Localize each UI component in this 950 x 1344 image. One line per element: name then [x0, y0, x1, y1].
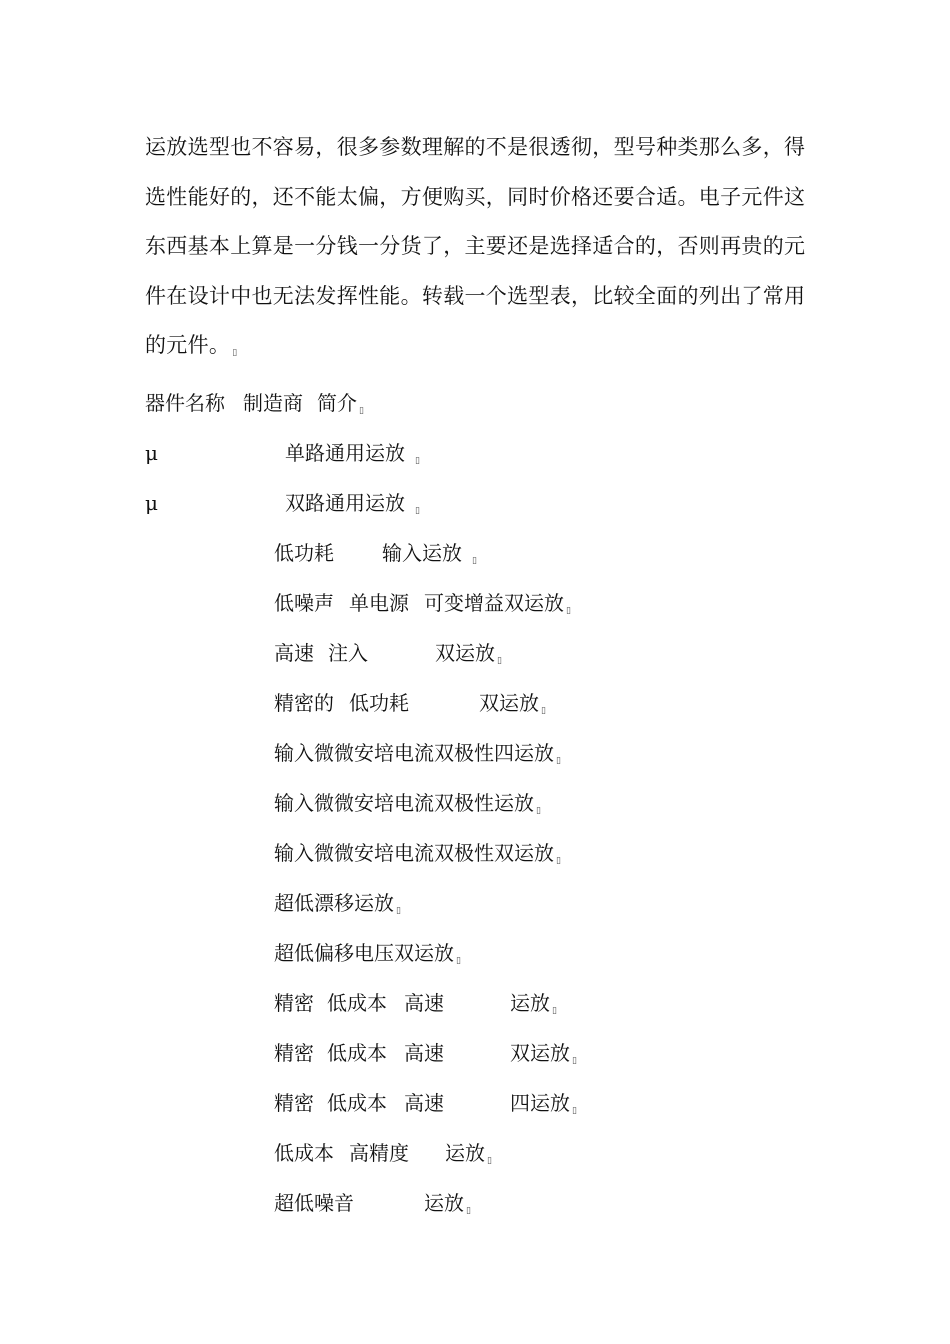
- paragraph-mark: ▯: [556, 856, 561, 866]
- description-part: 输入微微安培电流双极性双运放 ▯: [274, 841, 561, 866]
- paragraph-mark: ▯: [556, 756, 561, 766]
- device-description: 双路通用运放 ▯: [285, 491, 420, 516]
- paragraph-mark: ▯: [541, 706, 546, 716]
- paragraph-mark: ▯: [232, 348, 238, 358]
- description-part: 精密: [274, 1091, 314, 1115]
- paragraph-mark: ▯: [415, 456, 420, 466]
- description-part: 高精度: [349, 1141, 409, 1165]
- description-part: 低成本: [327, 991, 387, 1015]
- description-part: 高速: [404, 1041, 444, 1065]
- device-name: μ: [145, 491, 158, 515]
- device-name: μ: [145, 441, 158, 465]
- description-part: 高速: [404, 991, 444, 1015]
- description-part: 运放 ▯: [424, 1191, 471, 1216]
- description-part: 注入: [328, 641, 368, 665]
- description-part: 双运放 ▯: [510, 1041, 577, 1066]
- intro-line-last: 的元件。 ▯: [145, 333, 238, 358]
- description-part: 高速: [274, 641, 314, 665]
- intro-line: 东西基本上算是一分钱一分货了，主要还是选择适合的，否则再贵的元: [145, 234, 806, 258]
- paragraph-mark: ▯: [456, 956, 461, 966]
- description-part: 低噪声: [274, 591, 334, 615]
- paragraph-mark: ▯: [566, 606, 571, 616]
- paragraph-mark: ▯: [572, 1106, 577, 1116]
- description-part: 可变增益双运放 ▯: [424, 591, 571, 616]
- paragraph-mark: ▯: [572, 1056, 577, 1066]
- header-description: 简介 ▯: [317, 391, 364, 416]
- paragraph-mark: ▯: [466, 1206, 471, 1216]
- paragraph-mark: ▯: [472, 556, 477, 566]
- description-part: 低功耗: [274, 541, 334, 565]
- description-part: 精密: [274, 1041, 314, 1065]
- description-part: 精密的: [274, 691, 334, 715]
- description-part: 运放 ▯: [445, 1141, 492, 1166]
- header-device-name: 器件名称: [145, 391, 225, 415]
- description-part: 输入微微安培电流双极性运放 ▯: [274, 791, 541, 816]
- description-part: 输入运放 ▯: [382, 541, 477, 566]
- description-part: 四运放 ▯: [510, 1091, 577, 1116]
- description-part: 高速: [404, 1091, 444, 1115]
- intro-line: 运放选型也不容易，很多参数理解的不是很透彻，型号种类那么多，得: [145, 135, 806, 159]
- paragraph-mark: ▯: [415, 506, 420, 516]
- intro-line: 件在设计中也无法发挥性能。转载一个选型表，比较全面的列出了常用: [145, 283, 806, 308]
- description-part: 双运放 ▯: [435, 641, 502, 666]
- header-manufacturer: 制造商: [243, 391, 303, 415]
- paragraph-mark: ▯: [536, 806, 541, 816]
- description-part: 单电源: [349, 591, 409, 615]
- description-part: 双运放 ▯: [479, 691, 546, 716]
- paragraph-mark: ▯: [552, 1006, 557, 1016]
- description-part: 低成本: [327, 1091, 387, 1115]
- description-part: 运放 ▯: [510, 991, 557, 1016]
- paragraph-mark: ▯: [359, 406, 364, 416]
- intro-paragraph: [145, 123, 817, 371]
- paragraph-mark: ▯: [396, 906, 401, 916]
- description-part: 超低偏移电压双运放 ▯: [274, 941, 461, 966]
- device-description: 单路通用运放 ▯: [285, 441, 420, 466]
- description-part: 超低漂移运放 ▯: [274, 891, 401, 916]
- description-part: 低成本: [274, 1141, 334, 1165]
- paragraph-mark: ▯: [497, 656, 502, 666]
- description-part: 低成本: [327, 1041, 387, 1065]
- description-part: 精密: [274, 991, 314, 1015]
- description-part: 超低噪音: [274, 1191, 354, 1215]
- description-part: 低功耗: [349, 691, 409, 715]
- description-part: 输入微微安培电流双极性四运放 ▯: [274, 741, 561, 766]
- intro-line: 选性能好的，还不能太偏，方便购买，同时价格还要合适。电子元件这: [145, 184, 806, 209]
- paragraph-mark: ▯: [487, 1156, 492, 1166]
